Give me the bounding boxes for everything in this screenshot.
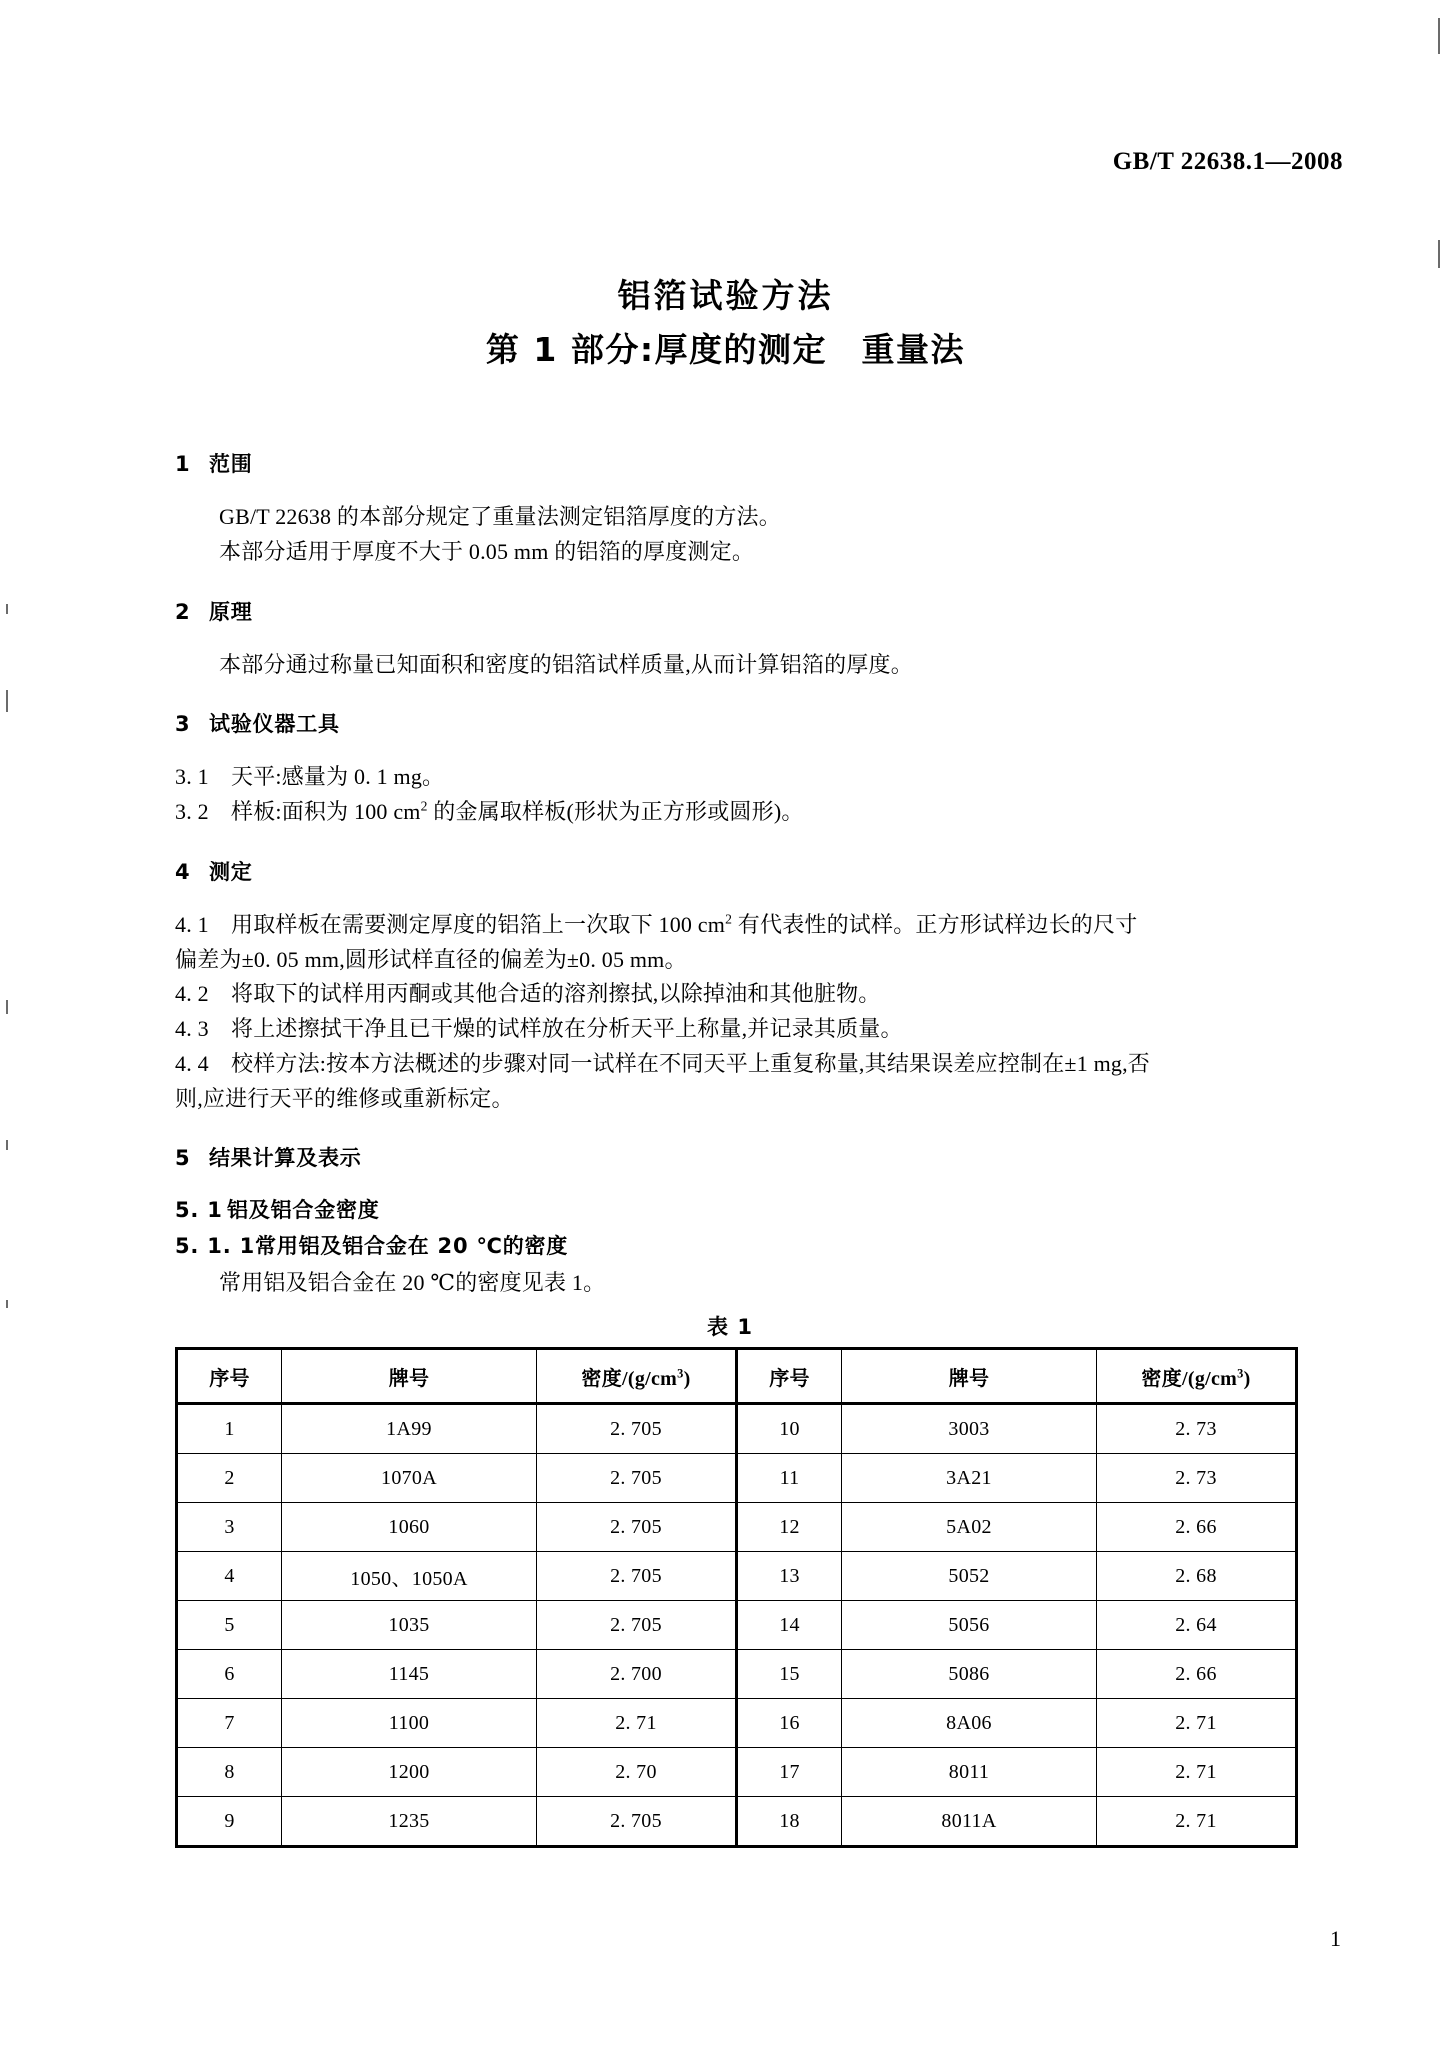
cell-index-right: 12: [737, 1503, 842, 1552]
cell-grade-left: 1035: [282, 1601, 537, 1650]
clause-4-1-text-a: 用取样板在需要测定厚度的铝箔上一次取下 100 cm: [231, 911, 726, 937]
cell-grade-right: 5A02: [842, 1503, 1097, 1552]
cell-index-left: 9: [177, 1797, 282, 1847]
cell-grade-right: 8A06: [842, 1699, 1097, 1748]
cell-density-left: 2. 70: [537, 1748, 737, 1797]
table-row: [177, 1552, 1297, 1601]
table-header-row: [177, 1349, 1297, 1404]
page-number: 1: [1330, 1926, 1341, 1951]
cell-density-left: 2. 705: [537, 1797, 737, 1847]
clause-4-2-text: 将取下的试样用丙酮或其他合适的溶剂擦拭,以除掉油和其他脏物。: [231, 981, 881, 1007]
section-title-5-1: 铝及铝合金密度: [227, 1198, 380, 1223]
scan-edge-mark: [6, 1300, 8, 1308]
standard-number: GB/T 22638.1—2008: [1112, 148, 1343, 175]
clause-4-4: [175, 1047, 1285, 1082]
clause-4-2-label: 4. 2: [175, 981, 209, 1007]
cell-index-left: 5: [177, 1601, 282, 1650]
clause-4-1-label: 4. 1: [175, 911, 209, 937]
density-superscript-right: 3: [1237, 1365, 1244, 1380]
scan-edge-mark: [6, 690, 8, 712]
cell-grade-left: 1100: [282, 1699, 537, 1748]
cell-index-left: 2: [177, 1454, 282, 1503]
cell-density-right: 2. 66: [1097, 1503, 1297, 1552]
density-label-left: 密度/(g/cm: [581, 1367, 678, 1390]
cell-grade-left: 1050、1050A: [282, 1552, 537, 1601]
section-title-5-1-1: 常用铝及铝合金在 20 ℃的密度: [255, 1234, 569, 1259]
cell-index-right: 10: [737, 1404, 842, 1454]
clause-4-1-text-b: 有代表性的试样。正方形试样边长的尺寸: [732, 911, 1138, 937]
cell-density-right: 2. 71: [1097, 1748, 1297, 1797]
cell-grade-right: 5056: [842, 1601, 1097, 1650]
clause-4-4-label: 4. 4: [175, 1050, 209, 1076]
clause-4-3-label: 4. 3: [175, 1016, 209, 1041]
cell-grade-right: 3A21: [842, 1454, 1097, 1503]
cell-index-left: 1: [177, 1404, 282, 1454]
cell-index-right: 16: [737, 1699, 842, 1748]
cell-density-left: 2. 705: [537, 1404, 737, 1454]
section-title-5: 结果计算及表示: [209, 1146, 362, 1171]
cell-density-left: 2. 705: [537, 1454, 737, 1503]
cell-grade-left: 1200: [282, 1748, 537, 1797]
cell-density-right: 2. 66: [1097, 1650, 1297, 1699]
paragraph-2-1: 本部分通过称量已知面积和密度的铝箔试样质量,从而计算铝箔的厚度。: [219, 651, 913, 677]
density-tail-left: ): [683, 1367, 691, 1390]
document-title-sub: 第 1 部分:厚度的测定 重量法: [485, 329, 966, 369]
section-heading-5: [175, 1142, 1285, 1172]
cell-grade-left: 1235: [282, 1797, 537, 1847]
table-row: [177, 1404, 1297, 1454]
cell-grade-left: 1070A: [282, 1454, 537, 1503]
scan-edge-mark: [6, 604, 8, 614]
cell-index-right: 11: [737, 1454, 842, 1503]
cell-density-left: 2. 700: [537, 1650, 737, 1699]
document-body: [175, 448, 1285, 1848]
cell-density-right: 2. 73: [1097, 1404, 1297, 1454]
cell-density-right: 2. 73: [1097, 1454, 1297, 1503]
section-number-1: 1: [175, 452, 191, 476]
scan-edge-mark: [6, 1140, 8, 1150]
density-superscript-left: 3: [677, 1365, 684, 1380]
cell-index-left: 3: [177, 1503, 282, 1552]
scan-edge-mark: [1438, 18, 1440, 54]
density-tail-right: ): [1243, 1367, 1251, 1390]
cell-index-right: 15: [737, 1650, 842, 1699]
table-body: [177, 1404, 1297, 1847]
clause-4-3-text: 将上述擦拭干净且已干燥的试样放在分析天平上称量,并记录其质量。: [231, 1016, 903, 1041]
cell-grade-left: 1060: [282, 1503, 537, 1552]
document-title-main: 铝箔试验方法: [617, 276, 834, 315]
title-block: [0, 272, 1451, 374]
cell-index-right: 13: [737, 1552, 842, 1601]
cell-density-left: 2. 705: [537, 1503, 737, 1552]
cell-index-right: 17: [737, 1748, 842, 1797]
clause-4-3: [175, 1012, 1285, 1047]
clause-4-2: [175, 977, 1285, 1012]
cell-density-left: 2. 705: [537, 1601, 737, 1650]
section-title-1: 范围: [209, 452, 253, 476]
cell-index-left: 4: [177, 1552, 282, 1601]
section-number-3: 3: [175, 712, 191, 737]
section-title-3: 试验仪器工具: [209, 712, 340, 737]
cell-density-right: 2. 68: [1097, 1552, 1297, 1601]
clause-3-1-label: 3. 1: [175, 764, 209, 790]
paragraph-1-2: 本部分适用于厚度不大于 0.05 mm 的铝箔的厚度测定。: [219, 538, 755, 564]
cell-index-left: 6: [177, 1650, 282, 1699]
cell-index-left: 8: [177, 1748, 282, 1797]
cell-density-left: 2. 71: [537, 1699, 737, 1748]
table-row: [177, 1797, 1297, 1847]
paragraph-1-1: GB/T 22638 的本部分规定了重量法测定铝箔厚度的方法。: [219, 504, 781, 529]
clause-3-2: [175, 795, 1285, 830]
section-heading-3: [175, 708, 1285, 738]
cell-index-left: 7: [177, 1699, 282, 1748]
cell-grade-right: 8011A: [842, 1797, 1097, 1847]
cell-index-right: 14: [737, 1601, 842, 1650]
cell-index-right: 18: [737, 1797, 842, 1847]
cell-grade-right: 8011: [842, 1748, 1097, 1797]
paragraph-5-1-1: 常用铝及铝合金在 20 ℃的密度见表 1。: [219, 1270, 606, 1296]
density-table: [175, 1347, 1298, 1848]
section-heading-5-1-1: [175, 1230, 1285, 1260]
clause-3-2-text-a: 样板:面积为 100 cm: [231, 799, 421, 824]
section-title-4: 测定: [209, 859, 253, 884]
cell-density-left: 2. 705: [537, 1552, 737, 1601]
section-heading-2: [175, 596, 1285, 626]
cell-grade-right: 3003: [842, 1404, 1097, 1454]
table-row: [177, 1601, 1297, 1650]
section-number-2: 2: [175, 599, 191, 624]
col-header-density-right: [1097, 1349, 1297, 1404]
clause-3-2-superscript: 2: [420, 798, 428, 814]
cell-density-right: 2. 64: [1097, 1601, 1297, 1650]
cell-density-right: 2. 71: [1097, 1797, 1297, 1847]
clause-4-1: [175, 908, 1285, 943]
cell-grade-left: 1A99: [282, 1404, 537, 1454]
cell-grade-left: 1145: [282, 1650, 537, 1699]
section-heading-1: [175, 448, 1285, 478]
section-title-2: 原理: [209, 599, 253, 624]
section-number-4: 4: [175, 859, 191, 884]
section-heading-4: [175, 856, 1285, 886]
table-row: [177, 1454, 1297, 1503]
table-row: [177, 1699, 1297, 1748]
clause-3-1-text: 天平:感量为 0. 1 mg。: [231, 764, 445, 790]
clause-3-1: [175, 760, 1285, 795]
cell-grade-right: 5086: [842, 1650, 1097, 1699]
col-header-index-right: 序号: [737, 1349, 842, 1404]
col-header-grade-right: 牌号: [842, 1349, 1097, 1404]
density-label-right: 密度/(g/cm: [1141, 1367, 1238, 1390]
col-header-density-left: [537, 1349, 737, 1404]
table-caption: 表 1: [707, 1315, 753, 1339]
clause-4-4-text-a: 校样方法:按本方法概述的步骤对同一试样在不同天平上重复称量,其结果误差应控制在±1 mg,否: [231, 1050, 1151, 1076]
section-number-5-1-1: 5. 1. 1: [175, 1234, 256, 1259]
clause-4-1-superscript: 2: [725, 911, 733, 927]
section-heading-5-1: [175, 1194, 1285, 1224]
table-row: [177, 1748, 1297, 1797]
scan-edge-mark: [1438, 240, 1440, 268]
clause-3-2-text-b: 的金属取样板(形状为正方形或圆形)。: [427, 799, 804, 824]
scan-edge-mark: [6, 1000, 8, 1014]
col-header-grade-left: 牌号: [282, 1349, 537, 1404]
clause-4-4-cont: 则,应进行天平的维修或重新标定。: [175, 1085, 514, 1111]
cell-density-right: 2. 71: [1097, 1699, 1297, 1748]
section-number-5-1: 5. 1: [175, 1198, 223, 1223]
col-header-index-left: 序号: [177, 1349, 282, 1404]
running-header: [0, 148, 1343, 176]
section-number-5: 5: [175, 1146, 191, 1171]
clause-3-2-label: 3. 2: [175, 799, 209, 824]
table-row: [177, 1503, 1297, 1552]
clause-4-1-cont: 偏差为±0. 05 mm,圆形试样直径的偏差为±0. 05 mm。: [175, 946, 687, 972]
cell-grade-right: 5052: [842, 1552, 1097, 1601]
table-row: [177, 1650, 1297, 1699]
